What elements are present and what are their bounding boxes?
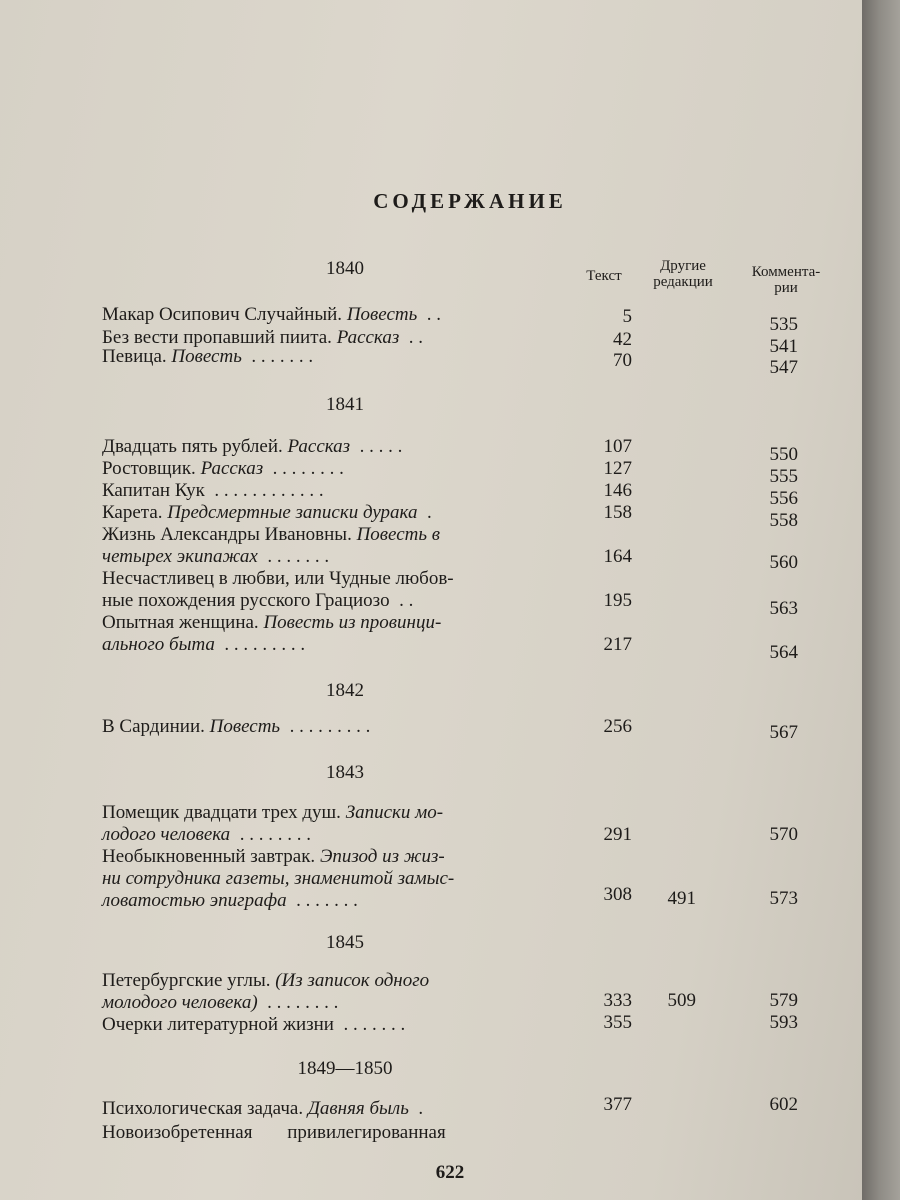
- comment-page: 560: [769, 552, 798, 573]
- other-redaction-page: 509: [667, 990, 696, 1011]
- page-title: СОДЕРЖАНИЕ: [373, 189, 567, 213]
- toc-entry-title: Без вести пропавший пиита. Рассказ . .: [102, 327, 424, 348]
- toc-entry-title: Двадцать пять рублей. Рассказ . . . . .: [102, 436, 403, 457]
- comment-page: 555: [769, 466, 798, 487]
- toc-entry-title: Петербургские углы. (Из записок одного: [102, 970, 430, 991]
- column-header-comments-1: Коммента-: [751, 264, 821, 280]
- toc-entry-title: Капитан Кук . . . . . . . . . . . .: [102, 480, 324, 501]
- year-heading: 1845: [326, 932, 364, 953]
- toc-entry-title: Макар Осипович Случайный. Повесть . .: [102, 304, 442, 325]
- column-header-comments-2: рии: [774, 280, 798, 296]
- book-edge: [862, 0, 900, 1200]
- text-page: 164: [603, 546, 632, 567]
- toc-entry-continuation: ные похождения русского Грациозо . .: [102, 590, 414, 611]
- toc-entry-title: Необыкновенный завтрак. Эпизод из жиз-: [102, 846, 445, 867]
- text-page: 107: [603, 436, 632, 457]
- text-page: 5: [622, 306, 632, 327]
- comment-page: 570: [769, 824, 798, 845]
- toc-entry-continuation: ловатостью эпиграфа . . . . . . .: [102, 890, 358, 911]
- toc-entry-continuation: ни сотрудника газеты, знаменитой замыс-: [102, 868, 455, 889]
- text-page: 195: [603, 590, 632, 611]
- toc-entry-title: Ростовщик. Рассказ . . . . . . . .: [102, 458, 344, 479]
- year-heading: 1849—1850: [297, 1058, 393, 1079]
- toc-entry-title: Опытная женщина. Повесть из провинци-: [102, 612, 442, 633]
- column-header-text: Текст: [586, 268, 622, 284]
- column-header-other-2: редакции: [653, 274, 713, 290]
- comment-page: 547: [769, 357, 798, 378]
- comment-page: 541: [769, 336, 798, 357]
- toc-entry-title: Психологическая задача. Давняя быль .: [102, 1098, 424, 1119]
- year-heading: 1840: [326, 258, 364, 279]
- comment-page: 593: [769, 1012, 798, 1033]
- toc-entry-title: Несчастливец в любви, или Чудные любов-: [102, 568, 454, 589]
- year-heading: 1841: [326, 394, 364, 415]
- comment-page: 535: [769, 314, 798, 335]
- page-number: 622: [435, 1162, 465, 1183]
- toc-entry-continuation: ального быта . . . . . . . . .: [102, 634, 306, 655]
- toc-entry-title: Помещик двадцати трех душ. Записки мо-: [102, 802, 444, 823]
- text-page: 291: [603, 824, 632, 845]
- toc-entry-title: Жизнь Александры Ивановны. Повесть в: [102, 524, 441, 545]
- text-page: 158: [603, 502, 632, 523]
- text-page: 333: [603, 990, 632, 1011]
- year-heading: 1843: [326, 762, 364, 783]
- comment-page: 564: [769, 642, 798, 663]
- toc-entry-continuation: молодого человека) . . . . . . . .: [102, 992, 339, 1013]
- comment-page: 602: [769, 1094, 798, 1115]
- toc-entry-continuation: лодого человека . . . . . . . .: [102, 824, 311, 845]
- text-page: 308: [603, 884, 632, 905]
- text-page: 355: [603, 1012, 632, 1033]
- comment-page: 550: [769, 444, 798, 465]
- comment-page: 573: [769, 888, 798, 909]
- text-page: 146: [603, 480, 632, 501]
- toc-entry-title: Новоизобретенная привилегированная: [102, 1122, 446, 1143]
- text-page: 256: [603, 716, 632, 737]
- toc-entry-title: В Сардинии. Повесть . . . . . . . . .: [102, 716, 371, 737]
- comment-page: 556: [769, 488, 798, 509]
- toc-entry-title: Карета. Предсмертные записки дурака .: [102, 502, 432, 523]
- text-page: 127: [603, 458, 632, 479]
- comment-page: 563: [769, 598, 798, 619]
- column-header-other-1: Другие: [660, 258, 706, 274]
- text-page: 42: [613, 329, 632, 350]
- toc-entry-title: Певица. Повесть . . . . . . .: [102, 346, 314, 367]
- comment-page: 558: [769, 510, 798, 531]
- comment-page: 567: [769, 722, 798, 743]
- text-page: 70: [613, 350, 632, 371]
- text-page: 377: [603, 1094, 632, 1115]
- comment-page: 579: [769, 990, 798, 1011]
- toc-entry-continuation: четырех экипажах . . . . . . .: [102, 546, 330, 567]
- toc-entry-title: Очерки литературной жизни . . . . . . .: [102, 1014, 406, 1035]
- year-heading: 1842: [326, 680, 364, 701]
- other-redaction-page: 491: [667, 888, 696, 909]
- text-page: 217: [603, 634, 632, 655]
